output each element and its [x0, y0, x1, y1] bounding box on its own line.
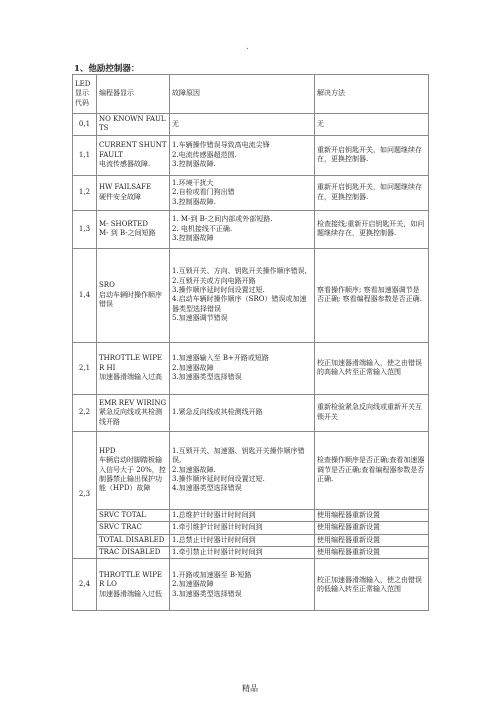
display-cell: THROTTLE WIPER LO 加速器滑端输入过低	[97, 559, 170, 611]
table-header-row	[73, 75, 429, 114]
table-row	[73, 534, 429, 546]
section-title: 1、他励控制器：	[74, 64, 140, 74]
page-top-mark: .	[246, 42, 249, 52]
led-code-cell: 0,1	[73, 114, 97, 136]
table-row	[73, 342, 429, 394]
display-cell: EMR REV WIRING 紧急反向线或其检测线开路	[97, 394, 170, 431]
led-code-cell: 2,1	[73, 342, 97, 394]
table-row	[73, 547, 429, 559]
cause-cell: 1.牵引维护计时器计时时间到	[170, 522, 315, 534]
header-led-code: LED 显示代码	[73, 75, 97, 114]
solution-cell: 校正加速器滑端输入，使之由错误的高输入转至正常输入范围	[315, 342, 429, 394]
led-code-cell: 2,2	[73, 394, 97, 431]
solution-cell: 使用编程器重新设置	[315, 534, 429, 546]
led-code-cell: 1,2	[73, 175, 97, 210]
cause-cell: 1.开路或加速器至 B-短路 2.加速器故障 3.加速器类型选择错误	[170, 559, 315, 611]
display-cell: SRVC TOTAL	[97, 509, 170, 521]
solution-cell: 检查接线;重新开启钥匙开关，如问题继续存在，更换控制器.	[315, 210, 429, 248]
header-fault-cause: 故障原因	[170, 75, 315, 114]
led-code-cell: 1,4	[73, 248, 97, 342]
table-row	[73, 431, 429, 509]
table-row	[73, 210, 429, 248]
header-solution: 解决方法	[315, 75, 429, 114]
fault-code-table	[72, 74, 429, 611]
table-row	[73, 248, 429, 342]
cause-cell: 1.总维护计时器计时时间到	[170, 509, 315, 521]
display-cell: SRO 启动车辆时操作顺序错误	[97, 248, 170, 342]
display-cell: CURRENT SHUNT FAULT 电流传感器故障.	[97, 135, 170, 175]
solution-cell: 使用编程器重新设置	[315, 509, 429, 521]
header-programmer-display: 编程器显示	[97, 75, 170, 114]
cause-cell: 1.加速器输入至 B+开路或短路 2.加速器故障 3.加速器类型选择错误	[170, 342, 315, 394]
cause-cell: 无	[170, 114, 315, 136]
display-cell: HPD 车辆启动时脚踏板输入信号大于 20%，控制器禁止输出保护功能（HPD）故障	[97, 431, 170, 509]
table-row	[73, 135, 429, 175]
table-row	[73, 509, 429, 521]
table-row	[73, 522, 429, 534]
solution-cell: 使用编程器重新设置	[315, 522, 429, 534]
solution-cell: 使用编程器重新设置	[315, 547, 429, 559]
led-code-cell: 2,3	[73, 431, 97, 559]
table-row	[73, 175, 429, 210]
table-row	[73, 114, 429, 136]
cause-cell: 1.牵引禁止计时器计时时间到	[170, 547, 315, 559]
display-cell: HW FAILSAFE 硬件安全故障	[97, 175, 170, 210]
solution-cell: 重新检验紧急反向线或重新开关互锁开关	[315, 394, 429, 431]
display-cell: TRAC DISABLED	[97, 547, 170, 559]
table-row	[73, 559, 429, 611]
display-cell: THROTTLE WIPER HI 加速器滑端输入过高	[97, 342, 170, 394]
page-footer: 精品	[242, 684, 258, 693]
cause-cell: 1.互锁开关、方向、钥匙开关操作顺序错误, 2.互锁开关或方向电路开路 3.操作顺序延时时间设置过短. 4.启动车辆时操作顺序（SRO）错误或加速器类型选择错误 5.加速器调节错误	[170, 248, 315, 342]
solution-cell: 察看操作顺序; 察看加速器调节是否正确; 察看编程器参数是否正确.	[315, 248, 429, 342]
cause-cell: 1.车辆操作错误导致高电流尖锋 2.电流传感器超范围. 3.控制器故障.	[170, 135, 315, 175]
led-code-cell: 1,1	[73, 135, 97, 175]
led-code-cell: 1,3	[73, 210, 97, 248]
display-cell: M- SHORTED M- 到 B-之间短路	[97, 210, 170, 248]
display-cell: TOTAL DISABLED	[97, 534, 170, 546]
cause-cell: 1.环境干扰大 2.自检或看门狗出错 3.控制器故障.	[170, 175, 315, 210]
cause-cell: 1. M-到 B-之间内部或外部短路. 2. 电机接线不正确. 3.控制器故障	[170, 210, 315, 248]
solution-cell: 无	[315, 114, 429, 136]
solution-cell: 重新开启钥匙开关，如问题继续存在，更换控制器.	[315, 135, 429, 175]
cause-cell: 1.紧急反向线或其检测线开路	[170, 394, 315, 431]
solution-cell: 检查操作顺序是否正确;查看加速器调节是否正确;查看编程器参数是否正确.	[315, 431, 429, 509]
display-cell: NO KNOWN FAULTS	[97, 114, 170, 136]
led-code-cell: 2,4	[73, 559, 97, 611]
solution-cell: 重新开启钥匙开关，如问题继续存在，更换控制器.	[315, 175, 429, 210]
cause-cell: 1.互锁开关、加速器、钥匙开关操作顺序错误, 2.加速器故障. 3.操作顺序延时时间设置过短. 4.加速器类型选择错误	[170, 431, 315, 509]
table-row	[73, 394, 429, 431]
solution-cell: 校正加速器滑端输入，使之由错误的低输入转至正常输入范围	[315, 559, 429, 611]
display-cell: SRVC TRAC	[97, 522, 170, 534]
cause-cell: 1.总禁止计时器计时时间到	[170, 534, 315, 546]
